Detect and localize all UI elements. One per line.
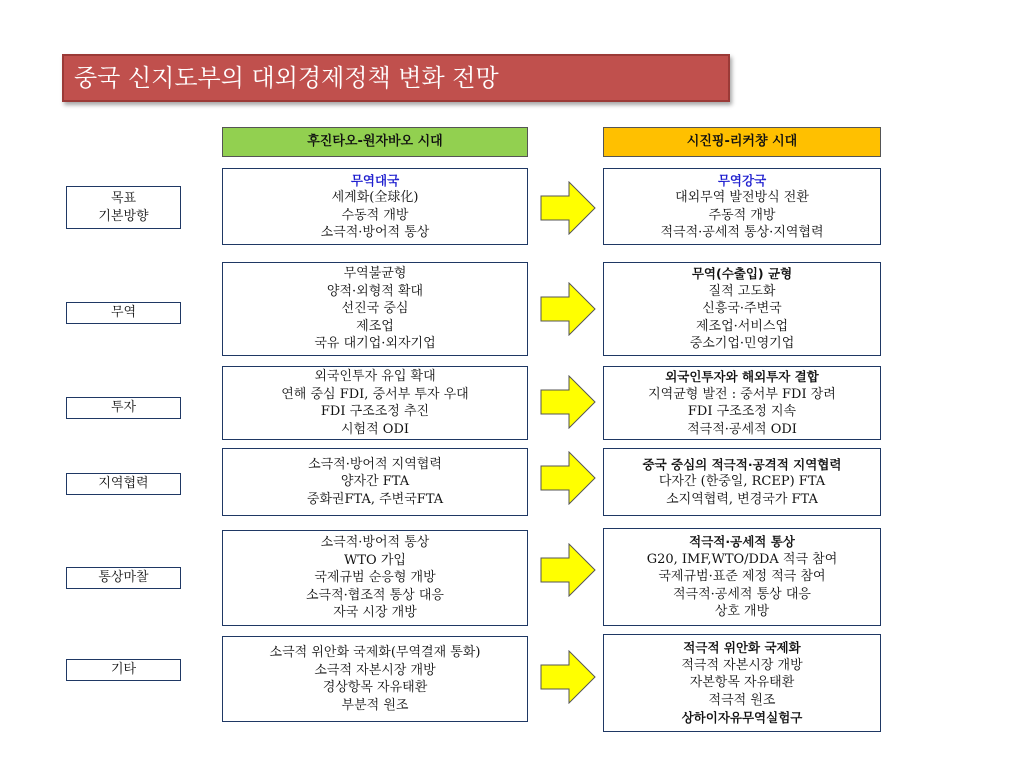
- cell-line: 적극적·공세적 통상·지역협력: [660, 225, 824, 240]
- cell-trade-after: [603, 262, 881, 356]
- era-header-xi-li: 시진핑-리커챵 시대: [603, 127, 881, 157]
- right-arrow-icon: [540, 181, 596, 235]
- cell-line: 질적 고도화: [708, 283, 776, 299]
- cell-line: 중화권FTA, 주변국FTA: [306, 491, 444, 507]
- cell-line: 선진국 중심: [341, 301, 409, 317]
- cell-line-bold: 적극적·공세적 통상: [689, 534, 795, 550]
- cell-line: 자본항목 자유태환: [689, 675, 795, 691]
- cell-line: FDI 구조조정 지속: [687, 404, 797, 419]
- cell-line: 적극적·공세적 ODI: [687, 421, 797, 437]
- cell-line: 자국 시장 개방: [333, 605, 417, 621]
- cell-line: 양자간 FTA: [340, 474, 410, 490]
- cell-line: 다자간 (한중일, RCEP) FTA: [658, 474, 826, 490]
- cell-line: 경상항목 자유태환: [322, 680, 428, 695]
- right-arrow-icon: [540, 451, 596, 505]
- cell-line-bold: 중국 중심의 적극적·공격적 지역협력: [642, 456, 842, 472]
- cell-line: 소극적·방어적 통상: [320, 535, 430, 551]
- cell-line: 제조업·서비스업: [695, 318, 789, 334]
- cell-line: 양적·외형적 확대: [326, 283, 424, 299]
- cell-investment-before: [222, 366, 528, 440]
- cell-line: 중소기업·민영기업: [689, 336, 795, 352]
- cell-line: 소극적 위안화 국제화(무역결재 통화): [269, 645, 481, 660]
- cell-regional-after: [603, 448, 881, 516]
- cell-line: 대외무역 발전방식 전환: [675, 190, 809, 205]
- cell-line: 국제규범 순응형 개방: [314, 570, 436, 586]
- category-label: 지역협력: [98, 476, 149, 491]
- cell-line-highlight: 무역대국: [350, 172, 400, 188]
- cell-regional-before: [222, 448, 528, 516]
- cell-other-after: [603, 634, 881, 732]
- cell-line: WTO 가입: [344, 552, 406, 568]
- cell-line: 국유 대기업·외자기업: [314, 336, 436, 352]
- right-arrow-icon: [540, 650, 596, 704]
- category-label: 목표: [110, 190, 137, 206]
- cell-line: 세계화(全球化): [331, 190, 419, 205]
- cell-line: 시험적 ODI: [340, 421, 410, 437]
- cell-line-bold: 상하이자유무역실험구: [681, 710, 803, 726]
- category-label: 기타: [110, 662, 137, 677]
- cell-line: 소극적·방어적 지역협력: [308, 456, 442, 472]
- cell-line: 소극적 자본시장 개방: [314, 662, 436, 678]
- cell-goal-before: [222, 168, 528, 245]
- cell-line: 소지역협력, 변경국가 FTA: [666, 491, 818, 507]
- cell-friction-before: [222, 530, 528, 626]
- category-label: 통상마찰: [98, 570, 149, 585]
- cell-line: 신흥국·주변국: [702, 301, 782, 317]
- cell-line: 외국인투자 유입 확대: [314, 369, 436, 384]
- cell-line: FDI 구조조정 추진: [320, 404, 430, 419]
- cell-line-bold: 외국인투자와 해외투자 결합: [665, 369, 819, 384]
- right-arrow-icon: [540, 375, 596, 429]
- cell-line: 소극적·방어적 통상: [320, 225, 430, 240]
- cell-goal-after: [603, 168, 881, 245]
- category-label: 기본방향: [98, 208, 149, 224]
- slide-title: 중국 신지도부의 대외경제정책 변화 전망: [62, 54, 730, 102]
- category-trade: [66, 302, 181, 324]
- era-header-hu-wen: 후진타오-원자바오 시대: [222, 127, 528, 157]
- category-investment: [66, 397, 181, 419]
- cell-line: 무역불균형: [343, 266, 407, 282]
- cell-line: 소극적·협조적 통상 대응: [306, 587, 444, 603]
- category-other: [66, 659, 181, 681]
- cell-line: 국제규범·표준 제정 적극 참여: [658, 569, 826, 585]
- right-arrow-icon: [540, 282, 596, 336]
- cell-trade-before: [222, 262, 528, 356]
- cell-line: G20, IMF,WTO/DDA 적극 참여: [646, 551, 838, 567]
- category-trade-friction: [66, 567, 181, 589]
- cell-line-bold: 적극적 위안화 국제화: [683, 640, 801, 656]
- cell-line: 제조업: [356, 318, 394, 334]
- cell-other-before: [222, 636, 528, 722]
- cell-investment-after: [603, 366, 881, 440]
- cell-line: 적극적 원조: [708, 692, 776, 708]
- category-label: 무역: [110, 305, 137, 320]
- cell-line: 적극적 자본시장 개방: [681, 657, 803, 673]
- cell-line: 상호 개방: [714, 604, 770, 620]
- right-arrow-icon: [540, 543, 596, 597]
- category-label: 투자: [110, 400, 137, 415]
- cell-line-highlight: 무역강국: [717, 172, 767, 188]
- cell-line: 부분적 원조: [341, 697, 409, 713]
- category-regional-cooperation: [66, 473, 181, 495]
- category-goal: [66, 186, 181, 229]
- cell-line: 연해 중심 FDI, 중서부 투자 우대: [281, 386, 469, 402]
- cell-line: 주동적 개방: [708, 207, 776, 223]
- cell-line: 수동적 개방: [341, 207, 409, 223]
- cell-friction-after: [603, 528, 881, 626]
- cell-line: 적극적·공세적 통상 대응: [673, 586, 811, 602]
- cell-line-bold: 무역(수출입) 균형: [691, 266, 793, 282]
- cell-line: 지역균형 발전 : 중서부 FDI 장려: [648, 386, 836, 402]
